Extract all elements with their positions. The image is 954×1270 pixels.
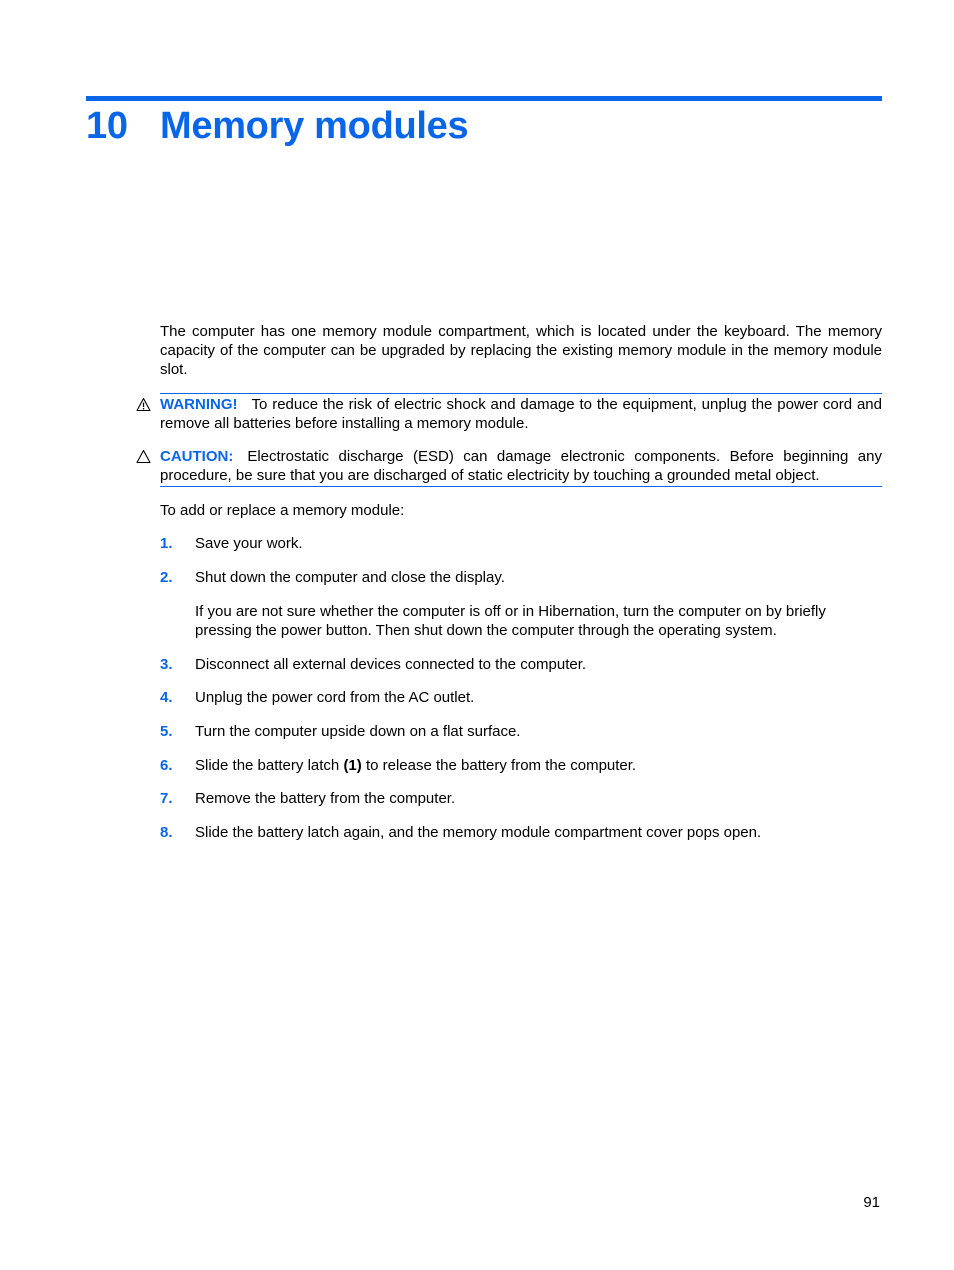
step-number: 5. bbox=[160, 723, 173, 740]
step-number: 6. bbox=[160, 757, 173, 774]
chapter-title bbox=[86, 101, 468, 151]
step-text: Shut down the computer and close the display. bbox=[195, 569, 505, 586]
step-text: Slide the battery latch again, and the memory module compartment cover pops open. bbox=[195, 824, 762, 841]
caution-text: Electrostatic discharge (ESD) can damage electronic components. Before beginning any procedure, be sure that you are discharged of static electricity by touching a grounded metal object. bbox=[160, 448, 882, 484]
caution-notice bbox=[160, 447, 882, 485]
warning-label: WARNING! bbox=[160, 396, 238, 413]
page-number: 91 bbox=[863, 1194, 880, 1211]
notice-rule-bottom bbox=[160, 486, 882, 487]
step-number: 8. bbox=[160, 824, 173, 841]
step-text-before: Slide the battery latch bbox=[195, 757, 340, 774]
warning-icon bbox=[136, 397, 151, 412]
step-number: 4. bbox=[160, 689, 173, 706]
step-text bbox=[195, 756, 636, 775]
step-text-after: to release the battery from the computer. bbox=[365, 757, 637, 774]
chapter-number: 10 bbox=[86, 105, 128, 147]
latch-callout: (1) bbox=[343, 757, 362, 774]
step-text: Turn the computer upside down on a flat surface. bbox=[195, 723, 521, 740]
caution-icon bbox=[136, 449, 151, 464]
warning-notice bbox=[160, 395, 882, 433]
step-number: 1. bbox=[160, 535, 173, 552]
notice-rule-top bbox=[160, 393, 882, 394]
step-text: Unplug the power cord from the AC outlet. bbox=[195, 689, 475, 706]
chapter-title-text: Memory modules bbox=[160, 105, 469, 147]
step-text: Disconnect all external devices connected to the computer. bbox=[195, 656, 587, 673]
caution-label: CAUTION: bbox=[160, 448, 234, 465]
step-number: 7. bbox=[160, 790, 173, 807]
step-note: If you are not sure whether the computer is off or in Hibernation, turn the computer on by briefly pressing the power button. Then shut down the computer through the operating system. bbox=[195, 603, 826, 639]
procedure-lead: To add or replace a memory module: bbox=[160, 502, 405, 519]
step-text: Remove the battery from the computer. bbox=[195, 790, 456, 807]
warning-text: To reduce the risk of electric shock and damage to the equipment, unplug the power cord and remove all batteries before installing a memory module. bbox=[160, 396, 882, 432]
step-text: Save your work. bbox=[195, 535, 303, 552]
step-number: 2. bbox=[160, 569, 173, 586]
intro-paragraph: The computer has one memory module compartment, which is located under the keyboard. The memory capacity of the computer can be upgraded by replacing the existing memory module in the memory module slot. bbox=[160, 323, 882, 378]
step-number: 3. bbox=[160, 656, 173, 673]
